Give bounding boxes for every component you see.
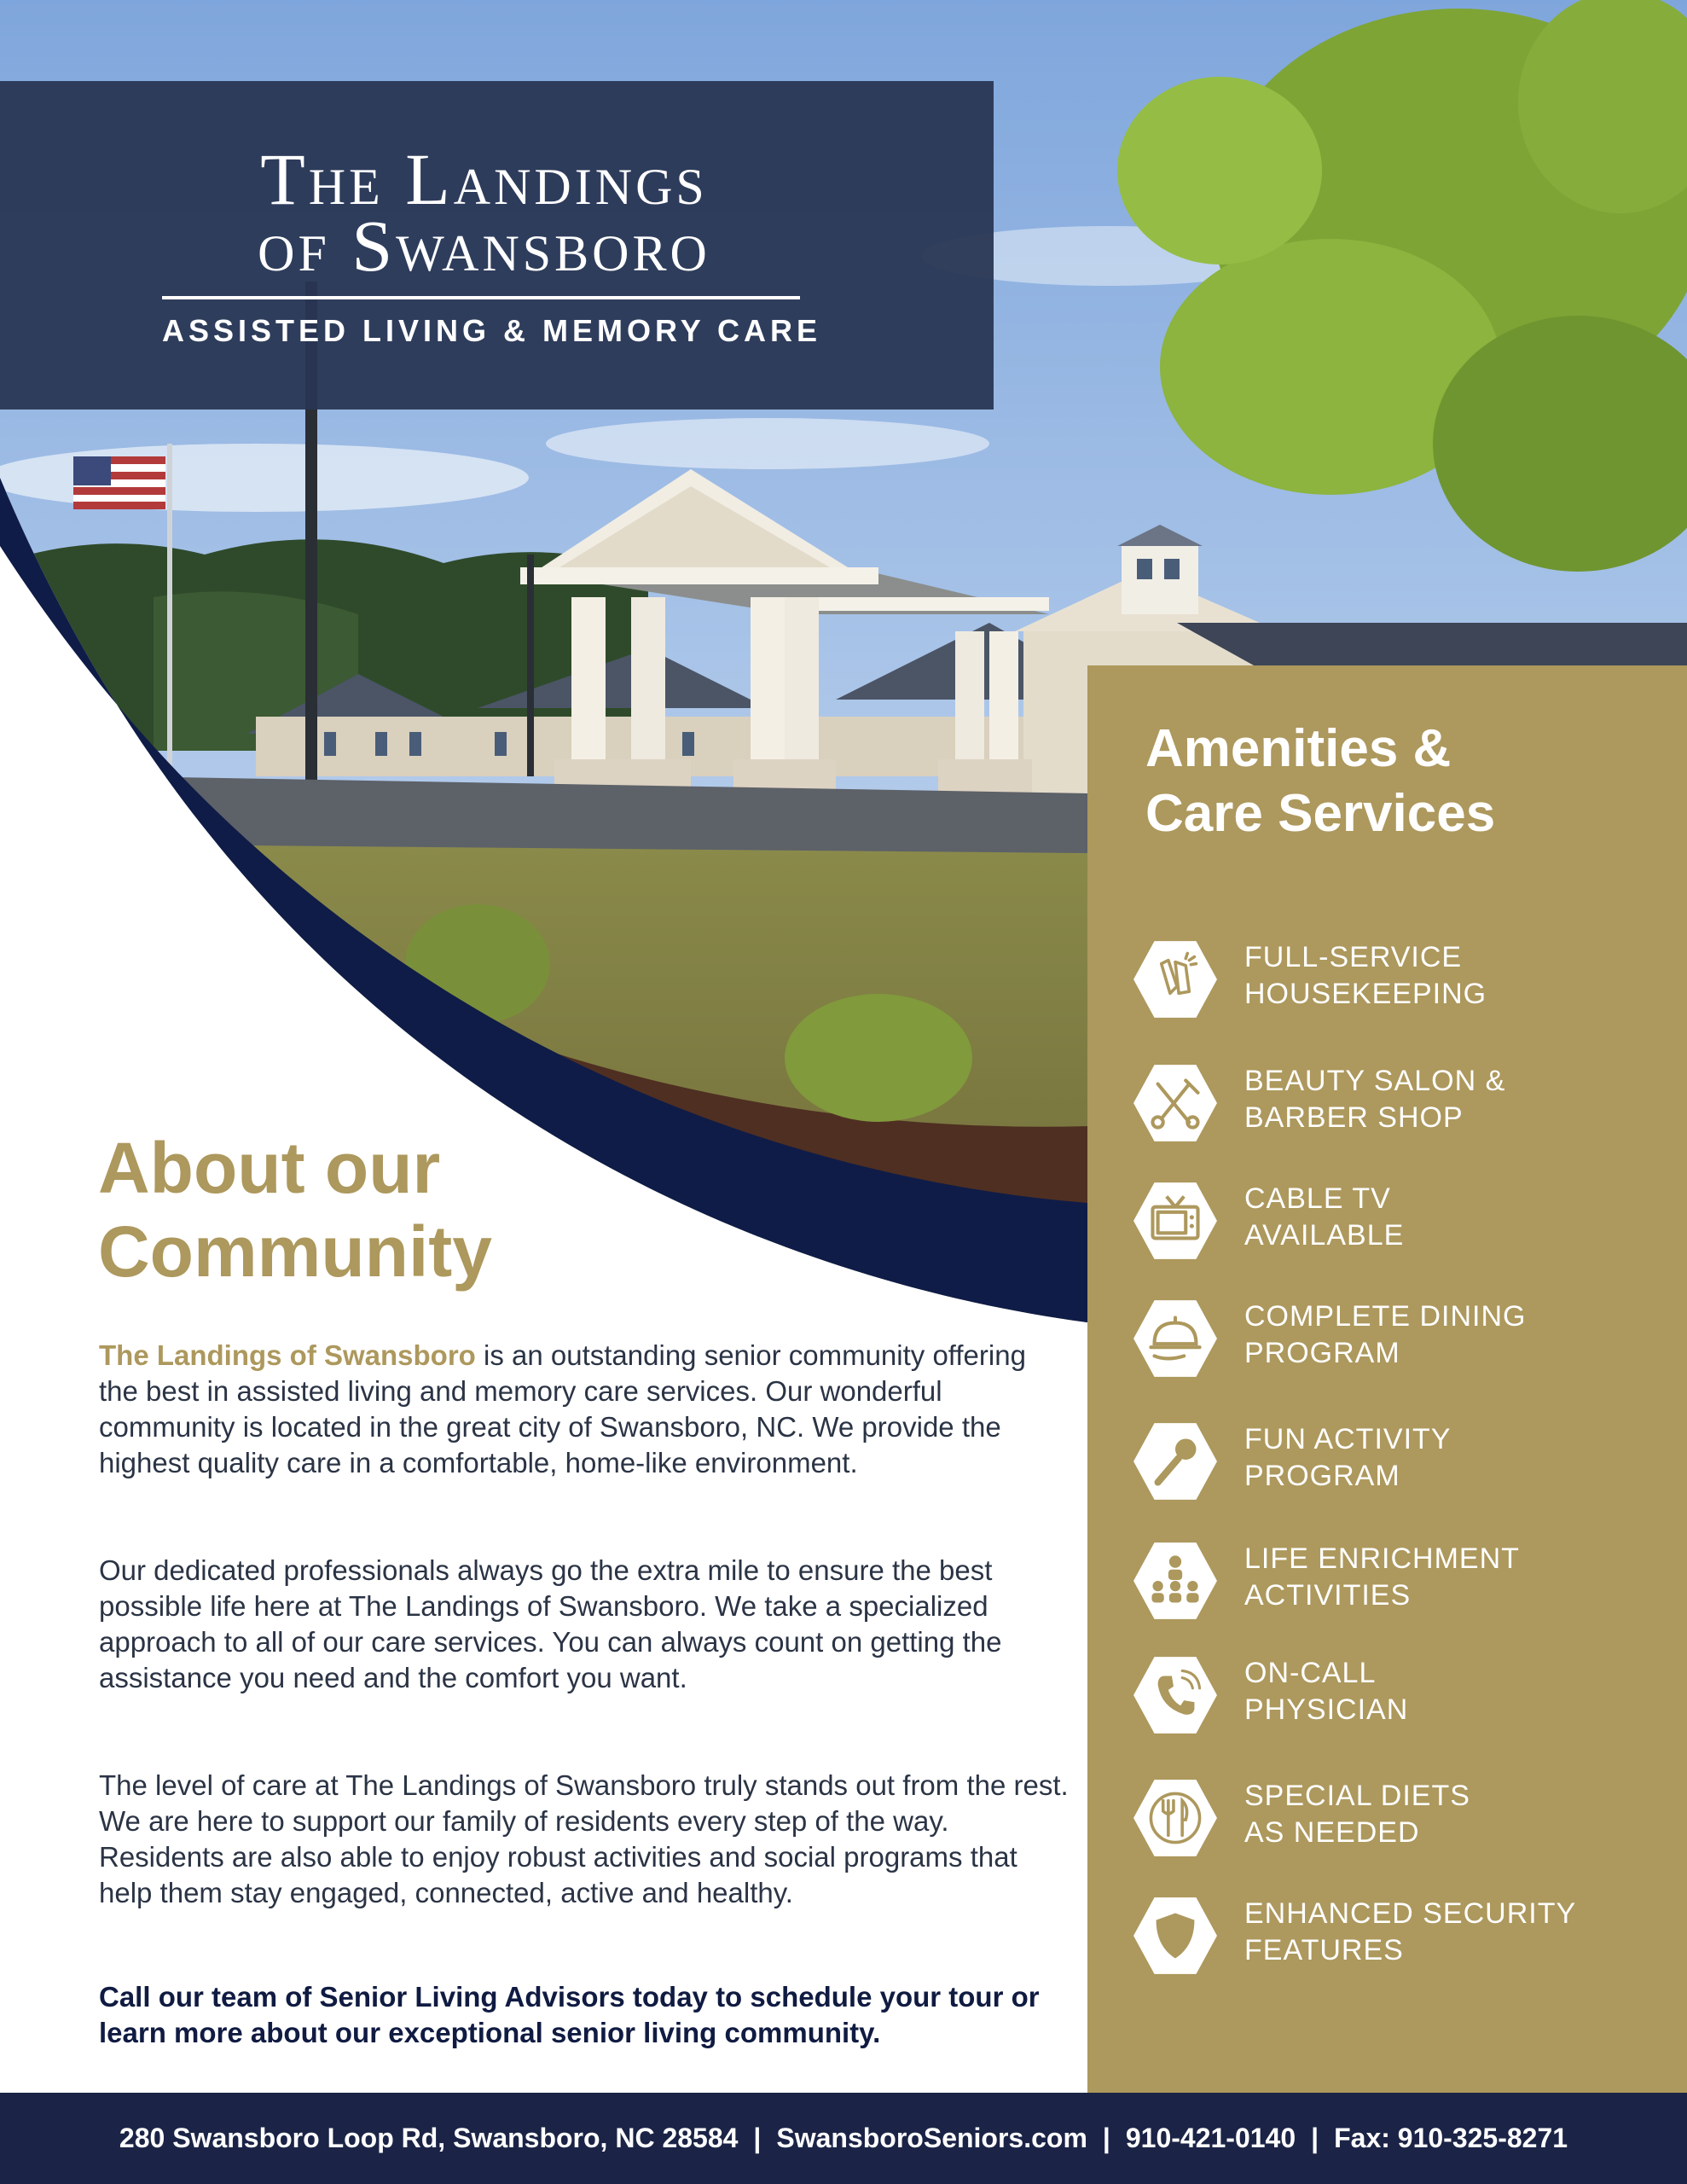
footer-separator: | [1311, 2123, 1319, 2153]
amenity-security: ENHANCED SECURITY FEATURES [1132, 1891, 1678, 1984]
footer-separator: | [753, 2123, 762, 2153]
call-to-action: Call our team of Senior Living Advisors today to schedule your tour or learn more about our exceptional senior living community. [99, 1981, 1040, 2048]
amenity-salon: BEAUTY SALON & BARBER SHOP [1132, 1058, 1678, 1152]
footer-phone[interactable]: 910-421-0140 [1125, 2123, 1296, 2153]
logo-box [0, 81, 994, 410]
logo-title-line2: of Swansboro [258, 205, 710, 287]
housekeeping-icon [1132, 936, 1219, 1023]
about-paragraph-1: The Landings of Swansboro is an outstanding senior community offering the best in assisted living and memory care services. Our wonderful community is located in the great city of Swansboro, NC. We provide the highest quality care in a comfortable, home-like environment. [99, 1339, 1026, 1478]
shield-icon [1132, 1892, 1219, 1979]
amenities-panel [1087, 665, 1687, 2093]
amenities-title: Amenities & Care Services [1145, 719, 1496, 843]
group-people-icon [1132, 1537, 1219, 1624]
about-title: About our Community [98, 1128, 492, 1292]
logo-divider [162, 296, 800, 299]
tv-icon [1132, 1177, 1219, 1264]
footer-bar [0, 2093, 1687, 2184]
microphone-icon [1132, 1418, 1219, 1505]
community-name-highlight: The Landings of Swansboro [99, 1339, 476, 1371]
footer-separator: | [1102, 2123, 1110, 2153]
footer-website-link[interactable]: SwansboroSeniors.com [776, 2123, 1087, 2153]
amenity-physician: ON-CALL PHYSICIAN [1132, 1650, 1678, 1744]
about-paragraph-3: The level of care at The Landings of Swansboro truly stands out from the rest. We are here to support our family of residents every step of the way. Residents are also able to enjoy robust activities and social programs that help them stay engaged, connected, active and healthy. [99, 1769, 1069, 1908]
amenity-life-enrichment: LIFE ENRICHMENT ACTIVITIES [1132, 1536, 1678, 1629]
scissors-comb-icon [1132, 1060, 1219, 1147]
phone-call-icon [1132, 1652, 1219, 1739]
footer-fax: Fax: 910-325-8271 [1334, 2123, 1568, 2153]
amenity-dining: COMPLETE DINING PROGRAM [1132, 1293, 1678, 1387]
dining-cloche-icon [1132, 1295, 1219, 1382]
about-paragraph-2: Our dedicated professionals always go the extra mile to ensure the best possible life here at The Landings of Swansboro. We take a specialized approach to all of our care services. You can always count on getting the assistance you need and the comfort you want. [99, 1554, 1002, 1693]
footer-address: 280 Swansboro Loop Rd, Swansboro, NC 28584 [119, 2123, 739, 2153]
logo-tagline: ASSISTED LIVING & MEMORY CARE [162, 313, 822, 348]
amenity-activity: FUN ACTIVITY PROGRAM [1132, 1416, 1678, 1510]
amenity-cable-tv: CABLE TV AVAILABLE [1132, 1176, 1678, 1269]
amenity-housekeeping: FULL-SERVICE HOUSEKEEPING [1132, 934, 1678, 1028]
logo-title-line1: The Landings [260, 138, 708, 220]
fork-knife-icon [1132, 1774, 1219, 1862]
amenity-special-diets: SPECIAL DIETS AS NEEDED [1132, 1773, 1678, 1867]
